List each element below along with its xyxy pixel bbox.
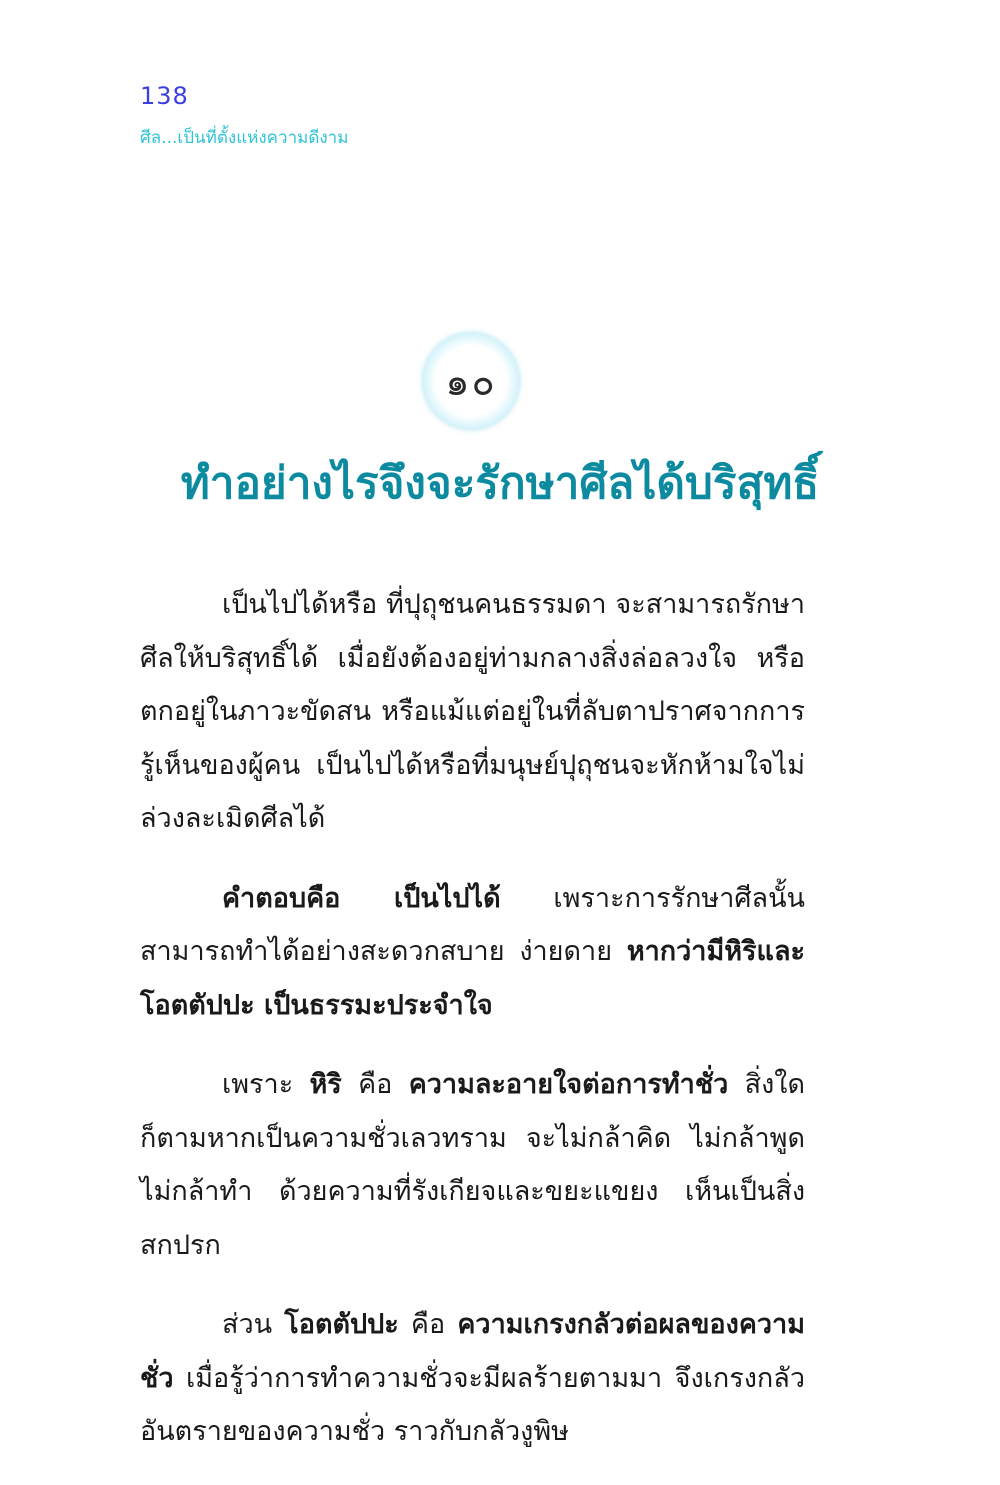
page-number: 138 <box>140 82 189 110</box>
paragraph-1 <box>140 578 805 846</box>
chapter-number: ๑๐ <box>445 359 497 404</box>
running-head: ศีล...เป็นที่ตั้งแห่งความดีงาม <box>140 128 349 148</box>
bold-answer: คำตอบคือ เป็นไปได้ <box>222 882 501 914</box>
paragraph-2 <box>140 872 805 1033</box>
paragraph-text: คือ <box>398 1309 458 1340</box>
paragraph-text: เมื่อรู้ว่าการทำความชั่วจะมีผลร้ายตามมา จึงเกรงกลัวอันตรายของความชั่ว ราวกับกลัวงูพิษ <box>140 1362 805 1447</box>
paragraph-text: สิ่งใดก็ตามหากเป็นความชั่วเลวทราม จะไม่กล้าคิด ไม่กล้าพูด ไม่กล้าทำ ด้วยความที่รังเกียจและขยะแขยง เห็นเป็นสิ่งสกปรก <box>140 1069 806 1261</box>
paragraph-text: คือ <box>341 1069 409 1100</box>
bold-term-hiri: หิริ <box>309 1069 342 1100</box>
paragraph-text: เพราะการรักษาศีลนั้นสามารถทำได้อย่างสะดวกสบาย ง่ายดาย <box>140 882 805 967</box>
bold-definition-ottappa: ความเกรงกลัวต่อผลของความชั่ว <box>140 1309 805 1394</box>
chapter-title: ทำอย่างไรจึงจะรักษาศีลได้บริสุทธิ์ <box>180 458 820 509</box>
chapter-badge <box>423 333 519 429</box>
paragraph-text: เป็นไปได้หรือ ที่ปุถุชนคนธรรมดา จะสามารถรักษาศีลให้บริสุทธิ์ได้ เมื่อยังต้องอยู่ท่ามกลางสิ่งล่อลวงใจ หรือตกอยู่ในภาวะขัดสน หรือแม้แต่อยู่ในที่ลับตาปราศจากการรู้เห็นของผู้คน เป็นไปได้หรือที่มนุษย์ปุถุชนจะหักห้ามใจไม่ล่วงละเมิดศีลได้ <box>140 589 805 834</box>
body-text <box>140 578 805 1485</box>
paragraph-3 <box>140 1058 805 1272</box>
paragraph-text: ส่วน <box>222 1309 285 1340</box>
paragraph-text: เพราะ <box>222 1069 310 1100</box>
paragraph-4 <box>140 1298 805 1459</box>
bold-term-ottappa: โอตตัปปะ <box>284 1309 399 1340</box>
bold-condition: หากว่ามีหิริและโอตตัปปะ เป็นธรรมะประจำใจ <box>140 936 805 1021</box>
bold-definition-hiri: ความละอายใจต่อการทำชั่ว <box>408 1069 729 1100</box>
